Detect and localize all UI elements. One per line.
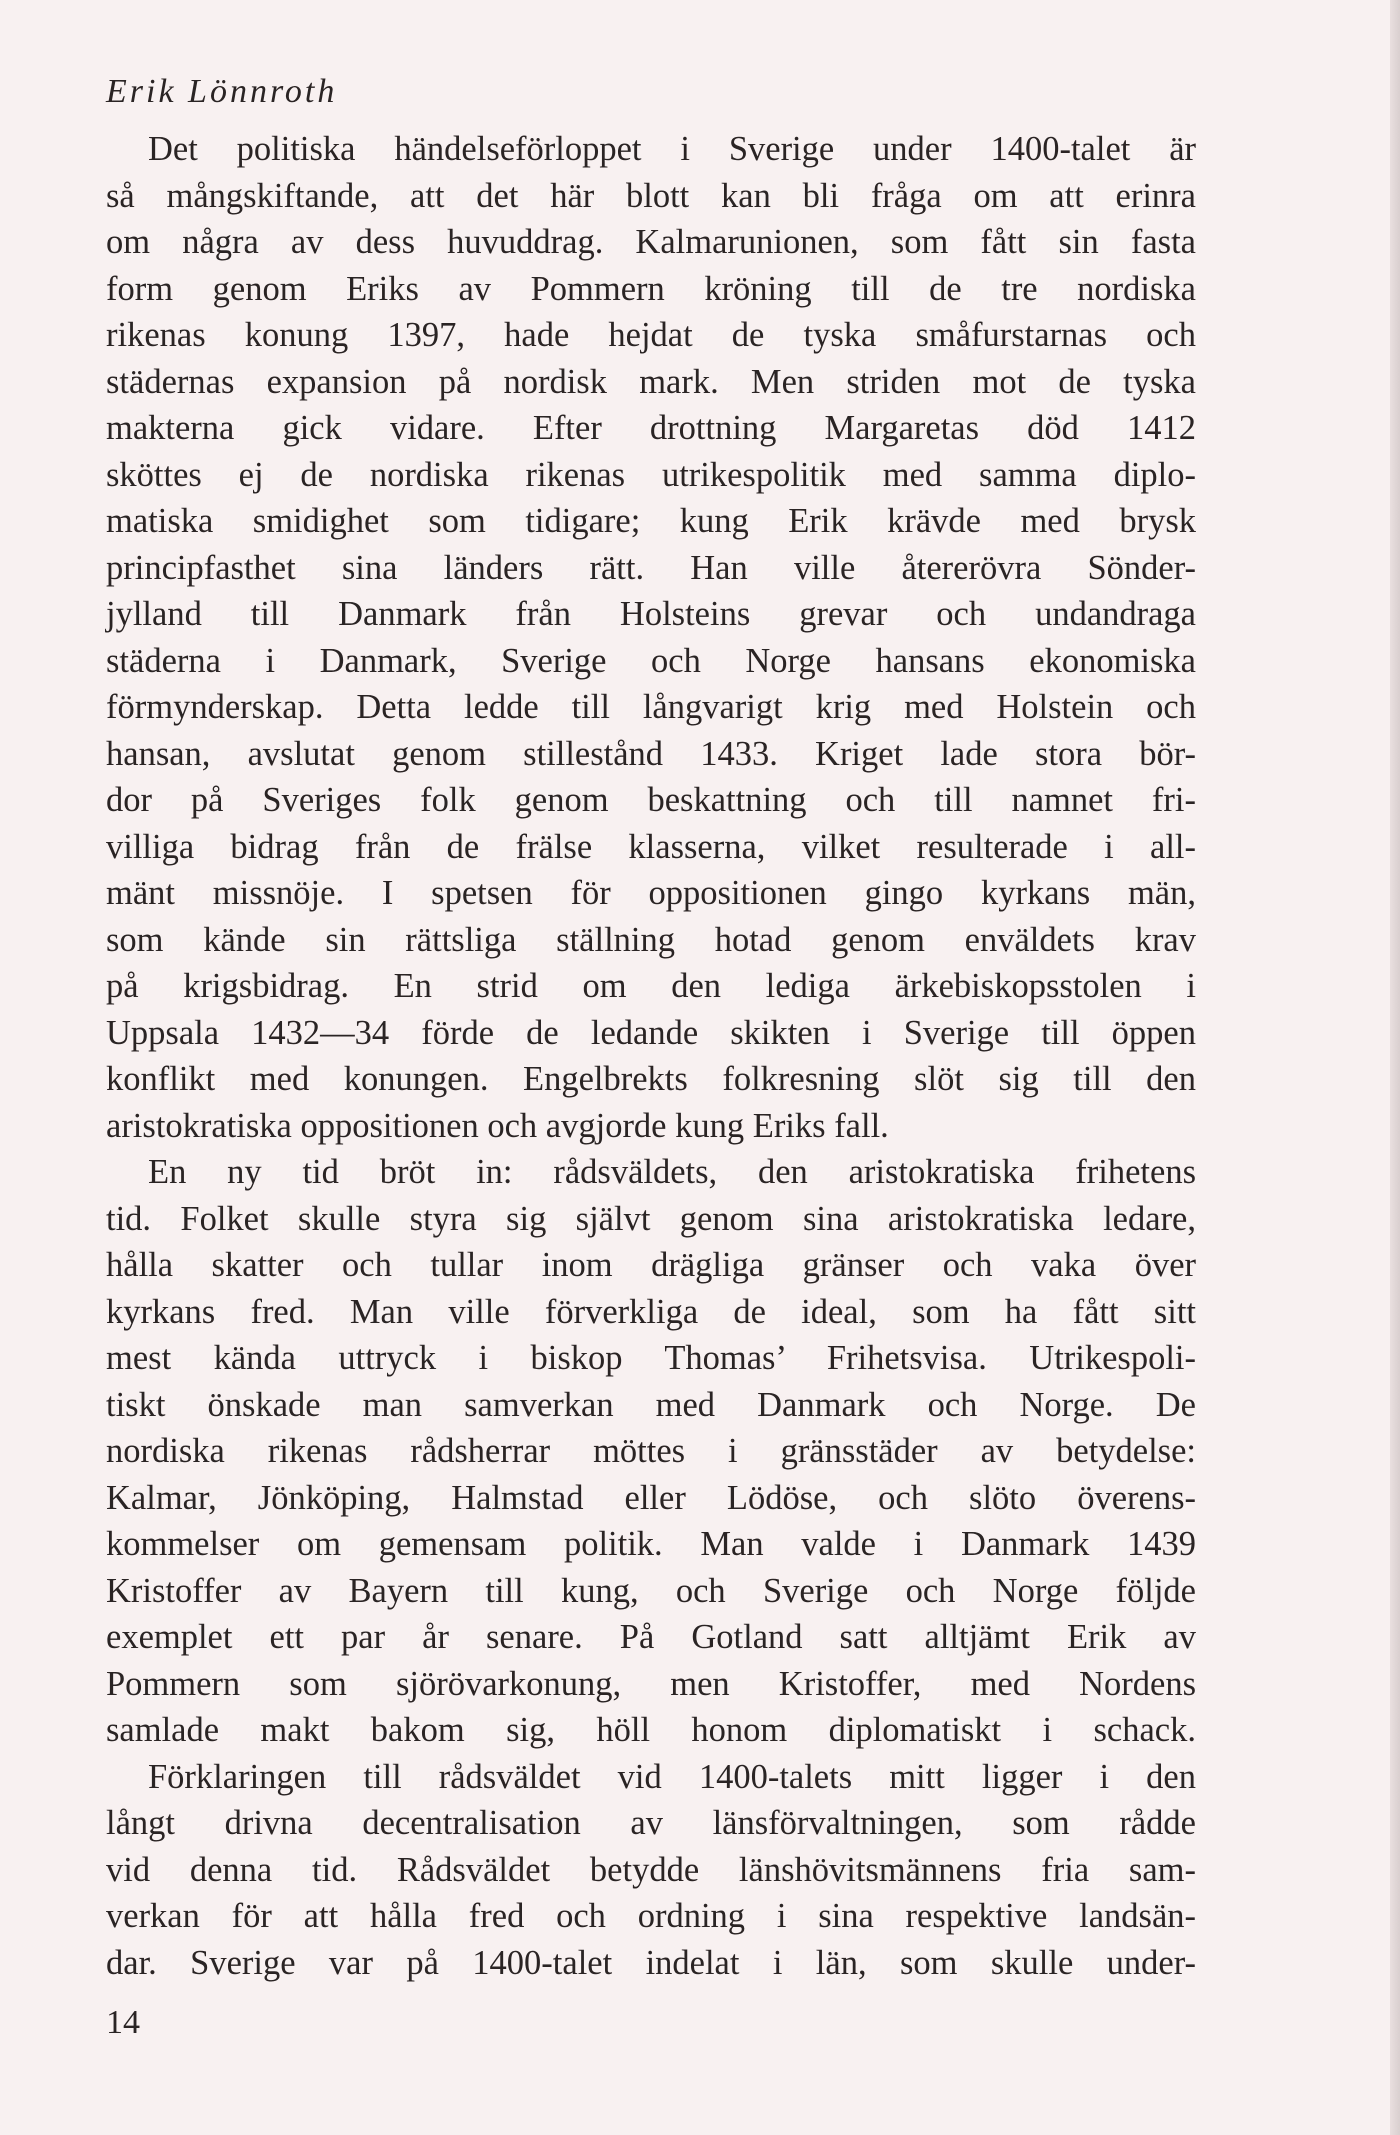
text-line: form genom Eriks av Pommern kröning till de tre nordiska xyxy=(106,269,1196,308)
text-line: tid. Folket skulle styra sig självt genom sina aristokratiska ledare, xyxy=(106,1199,1196,1238)
paragraph xyxy=(106,1149,1196,1754)
text-line: Kalmar, Jönköping, Halmstad eller Lödöse, och slöto överens- xyxy=(106,1478,1196,1517)
page-edge-shadow xyxy=(1390,0,1400,2135)
text-line: principfasthet sina länders rätt. Han ville återerövra Sönder- xyxy=(106,548,1196,587)
text-line: dor på Sveriges folk genom beskattning och till namnet fri- xyxy=(106,781,1196,819)
text-line: Förklaringen till rådsväldet vid 1400-talets mitt ligger i den xyxy=(148,1757,1196,1796)
text-line: nordiska rikenas rådsherrar möttes i gränsstäder av betydelse: xyxy=(106,1432,1196,1470)
text-line: som kände sin rättsliga ställning hotad genom enväldets krav xyxy=(106,920,1196,959)
text-line: vid denna tid. Rådsväldet betydde länshövitsmännens fria sam- xyxy=(106,1850,1196,1889)
text-line: långt drivna decentralisation av länsförvaltningen, som rådde xyxy=(106,1804,1196,1842)
page-number: 14 xyxy=(106,2004,140,2041)
text-line: makterna gick vidare. Efter drottning Margaretas död 1412 xyxy=(106,409,1196,447)
text-line: aristokratiska oppositionen och avgjorde kung Eriks fall. xyxy=(106,1106,889,1145)
text-line: så mångskiftande, att det här blott kan bli fråga om att erinra xyxy=(106,176,1196,215)
text-line: Kristoffer av Bayern till kung, och Sverige och Norge följde xyxy=(106,1571,1196,1610)
body-text xyxy=(106,126,1196,1986)
paragraph xyxy=(106,1754,1196,1987)
text-line: matiska smidighet som tidigare; kung Erik krävde med brysk xyxy=(106,502,1196,540)
text-line: Uppsala 1432—34 förde de ledande skikten i Sverige till öppen xyxy=(106,1013,1196,1052)
text-line: exemplet ett par år senare. På Gotland satt alltjämt Erik av xyxy=(106,1618,1196,1656)
text-line: jylland till Danmark från Holsteins grevar och undandraga xyxy=(106,595,1196,633)
text-line: verkan för att hålla fred och ordning i sina respektive landsän- xyxy=(106,1897,1196,1935)
text-line: kommelser om gemensam politik. Man valde i Danmark 1439 xyxy=(106,1525,1196,1563)
text-line: städerna i Danmark, Sverige och Norge hansans ekonomiska xyxy=(106,641,1196,680)
running-head: Erik Lönnroth xyxy=(106,73,338,110)
text-line: förmynderskap. Detta ledde till långvarigt krig med Holstein och xyxy=(106,688,1196,726)
text-line: städernas expansion på nordisk mark. Men striden mot de tyska xyxy=(106,362,1196,401)
text-line: mest kända uttryck i biskop Thomas’ Frihetsvisa. Utrikespoli- xyxy=(106,1339,1196,1377)
text-line: om några av dess huvuddrag. Kalmarunionen, som fått sin fasta xyxy=(106,223,1196,261)
text-line: tiskt önskade man samverkan med Danmark och Norge. De xyxy=(106,1385,1196,1424)
text-line: hålla skatter och tullar inom drägliga gränser och vaka över xyxy=(106,1246,1196,1284)
text-line: sköttes ej de nordiska rikenas utrikespolitik med samma diplo- xyxy=(106,455,1196,494)
text-line: samlade makt bakom sig, höll honom diplomatiskt i schack. xyxy=(106,1711,1196,1749)
text-line: En ny tid bröt in: rådsväldets, den aristokratiska frihetens xyxy=(148,1153,1196,1191)
text-line: Pommern som sjörövarkonung, men Kristoffer, med Nordens xyxy=(106,1664,1196,1703)
text-line: mänt missnöje. I spetsen för oppositionen gingo kyrkans män, xyxy=(106,874,1196,912)
text-line: Det politiska händelseförloppet i Sverige under 1400-talet är xyxy=(148,130,1196,168)
text-line: kyrkans fred. Man ville förverkliga de ideal, som ha fått sitt xyxy=(106,1292,1196,1331)
text-line: dar. Sverige var på 1400-talet indelat i län, som skulle under- xyxy=(106,1943,1196,1982)
text-line: villiga bidrag från de frälse klasserna, vilket resulterade i all- xyxy=(106,827,1196,866)
text-line: rikenas konung 1397, hade hejdat de tyska småfurstarnas och xyxy=(106,316,1196,354)
text-line: hansan, avslutat genom stillestånd 1433. Kriget lade stora bör- xyxy=(106,734,1196,773)
text-line: på krigsbidrag. En strid om den lediga ärkebiskopsstolen i xyxy=(106,967,1196,1005)
paragraph xyxy=(106,126,1196,1149)
text-line: konflikt med konungen. Engelbrekts folkresning slöt sig till den xyxy=(106,1060,1196,1098)
